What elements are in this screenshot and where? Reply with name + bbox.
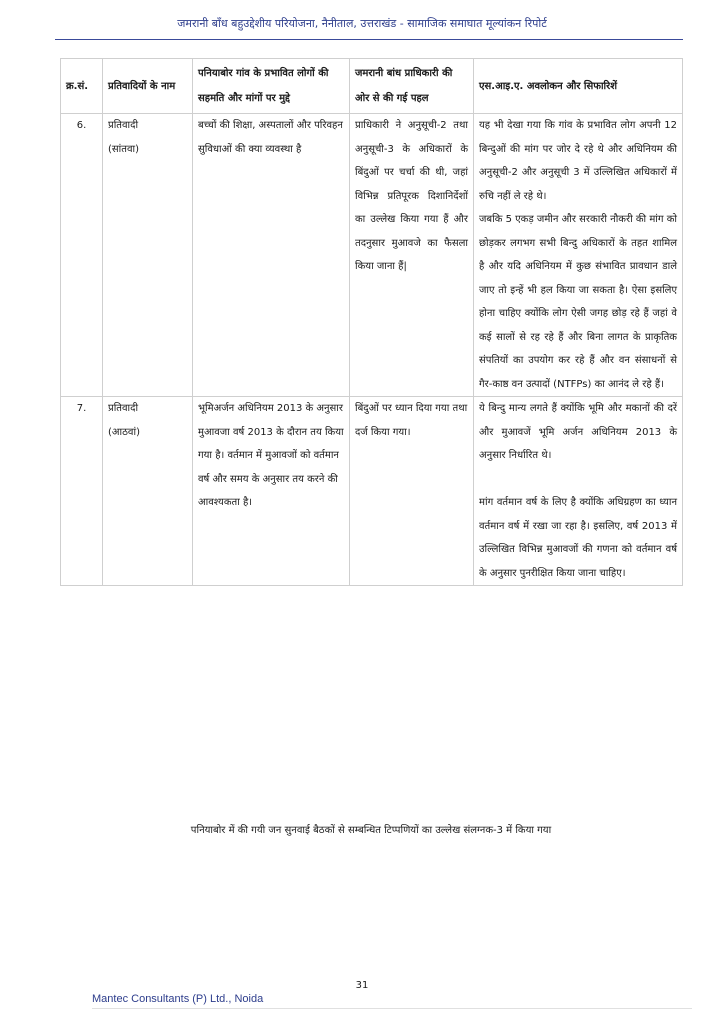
header-respondent: प्रतिवादियों के नाम [103,59,193,114]
issues-cell: भूमिअर्जन अधिनियम 2013 के अनुसार मुआवजा वर्ष 2013 के दौरान तय किया गया है। वर्तमान में मुआवजों को वर्तमान वर्ष और समय के अनुसार तय करने की आवश्यकता है। [193,397,350,586]
sia-paragraph: जबकि 5 एकड़ जमीन और सरकारी नौकरी की मांग को छोड़कर लगभग सभी बिन्दु अधिकारों के तहत शामिल है और यदि अधिनियम में कुछ संभावित प्रावधान डाले जाए तो इन्हें भी हल किया जा सकता है। ऐसा इसलिए होना चाहिए क्योंकि लोग ऐसी जगह छोड़ रहे हैं जहां वे कई सालों से रह रहे हैं और बिना लागत के प्राकृतिक संपतियों का उपयोग कर रहे हैं और वन संसाधनों से गैर-काष्ठ वन उत्पादों (NTFPs) का आनंद ले रहे हैं। [479,214,677,390]
page-number: 31 [355,980,369,991]
table-row [61,114,683,397]
footer-divider [92,1008,692,1009]
paragraph-spacer [479,468,677,492]
sia-paragraph: मांग वर्तमान वर्ष के लिए है क्योंकि अधिग्रहण का ध्यान वर्तमान वर्ष में रखा जा रहा है। इसलिए, वर्ष 2013 में उल्लिखित विभिन्न मुआवजों की गणना को वर्तमान वर्ष के अनुसार पुनरीक्षित किया जाना चाहिए। [479,497,677,579]
header-authority: जमरानी बांध प्राधिकारी की ओर से की गई पहल [350,59,474,114]
header-serial: क्र.सं. [61,59,103,114]
authority-cell: बिंदुओं पर ध्यान दिया गया तथा दर्ज किया गया। [350,397,474,586]
footer-company: Mantec Consultants (P) Ltd., Noida [92,993,264,1005]
respondent-cell [103,397,193,586]
sia-cell [474,114,683,397]
document-header: जमरानी बाँध बहुउद्देशीय परियोजना, नैनीताल, उत्तराखंड - सामाजिक समाघात मूल्यांकन रिपोर्ट [177,17,547,30]
row-serial: 6. [61,114,103,397]
header-divider [55,39,683,40]
row-serial: 7. [61,397,103,586]
table-header-row [61,59,683,114]
sia-paragraph: यह भी देखा गया कि गांव के प्रभावित लोग अपनी 12 बिन्दुओं की मांग पर जोर दे रहे थे और अधिनियम की अनुसूची-2 और अनुसूची 3 में उल्लिखित अधिकारों में रुचि नहीं ले रहे थे। [479,120,677,202]
respondent-name: प्रतिवादी [108,403,139,414]
issues-cell: बच्चों की शिक्षा, अस्पतालों और परिवहन सुविधाओं की क्या व्यवस्था है [193,114,350,397]
sia-cell [474,397,683,586]
respondent-number: (आठवां) [108,426,140,438]
authority-cell: प्राधिकारी ने अनुसूची-2 तथा अनुसूची-3 के अधिकारों के बिंदुओं पर चर्चा की थी, जहां विभिन्न प्रतिपूरक दिशानिर्देशों का उल्लेख किया गया हैं और तदनुसार मुआवजे का फैसला किया जाना हैं| [350,114,474,397]
respondent-number: (सांतवा) [108,143,140,155]
annex-note: पनियाबोर में की गयी जन सुनवाई बैठकों से सम्बन्धित टिप्पणियों का उल्लेख संलग्नक-3 में किया गया [190,825,552,836]
header-sia: एस.आइ.ए. अवलोकन और सिफारिशें [474,59,683,114]
respondent-name: प्रतिवादी [108,120,139,131]
sia-paragraph: ये बिन्दु मान्य लगते हैं क्योंकि भूमि और मकानों की दरें और मुआवजें भूमि अर्जन अधिनियम 2013 के अनुसार निर्धारित थे। [479,403,677,461]
table-row [61,397,683,586]
sia-table [60,58,683,586]
header-issues: पनियाबोर गांव के प्रभावित लोगों की सहमति और मांगों पर मुद्दे [193,59,350,114]
respondent-cell [103,114,193,397]
